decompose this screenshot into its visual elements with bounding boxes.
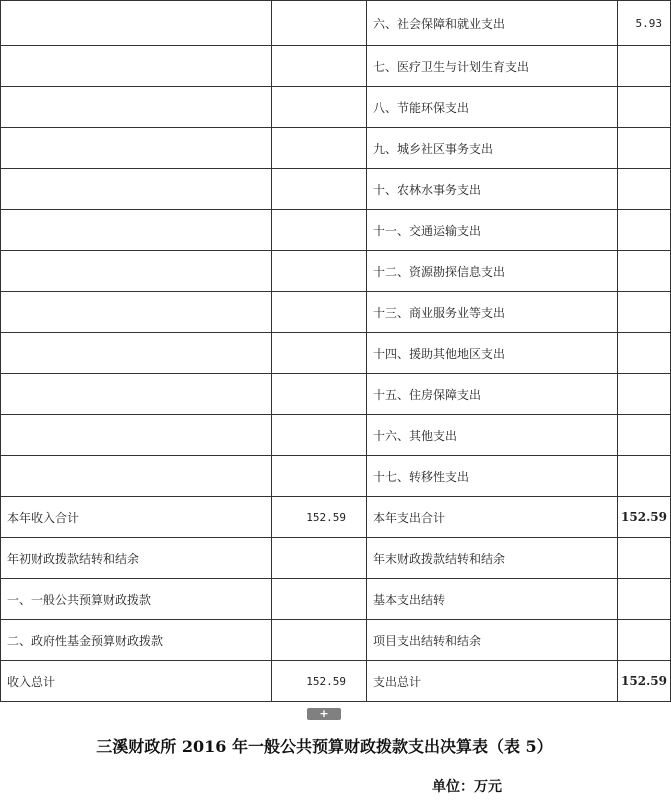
income-item-cell xyxy=(1,128,272,169)
expense-item-cell: 九、城乡社区事务支出 xyxy=(367,128,618,169)
table-row xyxy=(1,251,671,292)
table-row xyxy=(1,661,671,702)
expense-item-cell: 七、医疗卫生与计划生育支出 xyxy=(367,46,618,87)
expense-amount-cell xyxy=(618,538,671,579)
expense-item-cell: 支出总计 xyxy=(367,661,618,702)
income-item-cell xyxy=(1,456,272,497)
table-row xyxy=(1,46,671,87)
income-amount-cell xyxy=(272,46,367,87)
income-item-cell xyxy=(1,46,272,87)
document-title: 三溪财政所 2016 年一般公共预算财政拨款支出决算表（表 5） xyxy=(96,737,553,756)
expense-amount-cell xyxy=(618,128,671,169)
expense-amount-cell xyxy=(618,579,671,620)
income-amount-cell xyxy=(272,620,367,661)
income-item-cell xyxy=(1,210,272,251)
income-item-cell xyxy=(1,251,272,292)
expense-item-cell: 八、节能环保支出 xyxy=(367,87,618,128)
expense-amount-cell xyxy=(618,251,671,292)
expense-item-cell: 本年支出合计 xyxy=(367,497,618,538)
table-row xyxy=(1,456,671,497)
expense-amount-cell xyxy=(618,415,671,456)
expense-amount-cell: 5.93 xyxy=(618,1,671,46)
income-item-cell xyxy=(1,87,272,128)
expense-amount-cell xyxy=(618,374,671,415)
table-row xyxy=(1,210,671,251)
table-row xyxy=(1,374,671,415)
income-amount-cell xyxy=(272,210,367,251)
table-row xyxy=(1,333,671,374)
income-item-cell xyxy=(1,169,272,210)
income-item-cell: 一、一般公共预算财政拨款 xyxy=(1,579,272,620)
expense-item-cell: 十三、商业服务业等支出 xyxy=(367,292,618,333)
income-item-cell xyxy=(1,415,272,456)
income-item-cell: 本年收入合计 xyxy=(1,497,272,538)
income-item-cell: 年初财政拨款结转和结余 xyxy=(1,538,272,579)
income-amount-cell xyxy=(272,169,367,210)
expand-handle-button[interactable] xyxy=(307,708,341,720)
income-amount-cell: 152.59 xyxy=(272,497,367,538)
expense-item-cell: 项目支出结转和结余 xyxy=(367,620,618,661)
expense-amount-cell xyxy=(618,46,671,87)
table-row xyxy=(1,128,671,169)
plus-icon: + xyxy=(319,707,329,720)
income-amount-cell xyxy=(272,538,367,579)
expense-item-cell: 年末财政拨款结转和结余 xyxy=(367,538,618,579)
income-item-cell: 二、政府性基金预算财政拨款 xyxy=(1,620,272,661)
income-item-cell xyxy=(1,292,272,333)
income-amount-cell xyxy=(272,87,367,128)
income-item-cell xyxy=(1,333,272,374)
expense-amount-cell: 152.59 xyxy=(618,497,671,538)
table-row xyxy=(1,497,671,538)
table-row xyxy=(1,579,671,620)
table-row xyxy=(1,292,671,333)
income-amount-cell xyxy=(272,1,367,46)
income-amount-cell xyxy=(272,128,367,169)
expense-item-cell: 十六、其他支出 xyxy=(367,415,618,456)
expense-item-cell: 六、社会保障和就业支出 xyxy=(367,1,618,46)
income-amount-cell xyxy=(272,415,367,456)
table-row xyxy=(1,87,671,128)
income-item-cell: 收入总计 xyxy=(1,661,272,702)
income-amount-cell xyxy=(272,292,367,333)
table-row xyxy=(1,1,671,46)
table-row xyxy=(1,169,671,210)
expense-item-cell: 十七、转移性支出 xyxy=(367,456,618,497)
expense-amount-cell xyxy=(618,456,671,497)
expense-amount-cell xyxy=(618,620,671,661)
expense-amount-cell xyxy=(618,169,671,210)
expense-amount-cell xyxy=(618,210,671,251)
table-row xyxy=(1,415,671,456)
expense-item-cell: 十五、住房保障支出 xyxy=(367,374,618,415)
income-amount-cell xyxy=(272,579,367,620)
unit-label: 单位：万元 xyxy=(432,779,502,795)
expense-amount-cell: 152.59 xyxy=(618,661,671,702)
income-amount-cell: 152.59 xyxy=(272,661,367,702)
expense-item-cell: 基本支出结转 xyxy=(367,579,618,620)
expense-item-cell: 十、农林水事务支出 xyxy=(367,169,618,210)
expense-amount-cell xyxy=(618,87,671,128)
income-amount-cell xyxy=(272,251,367,292)
table-row xyxy=(1,538,671,579)
expense-item-cell: 十一、交通运输支出 xyxy=(367,210,618,251)
income-item-cell xyxy=(1,374,272,415)
income-amount-cell xyxy=(272,333,367,374)
income-item-cell xyxy=(1,1,272,46)
expense-item-cell: 十四、援助其他地区支出 xyxy=(367,333,618,374)
expense-amount-cell xyxy=(618,292,671,333)
income-amount-cell xyxy=(272,456,367,497)
expense-item-cell: 十二、资源勘探信息支出 xyxy=(367,251,618,292)
table-row xyxy=(1,620,671,661)
income-amount-cell xyxy=(272,374,367,415)
expense-amount-cell xyxy=(618,333,671,374)
